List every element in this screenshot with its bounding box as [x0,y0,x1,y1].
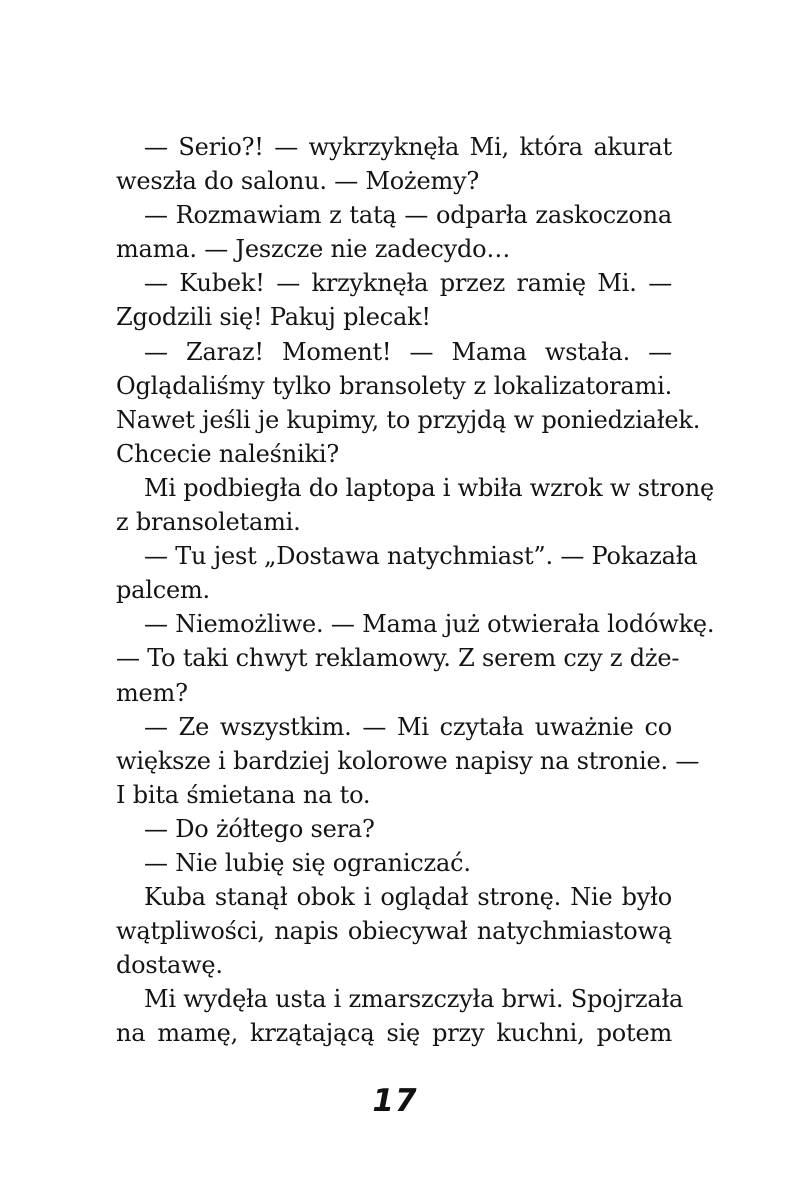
text-line: — Niemożliwe. — Mama już otwierała lodówkę. [144,610,715,639]
text-line: Oglądaliśmy tylko bransolety z lokalizatorami. [116,371,672,400]
text-line: na mamę, krzątającą się przy kuchni, potem [116,1019,672,1048]
book-page-text [116,130,715,1051]
text-line: — Kubek! — krzyknęła przez ramię Mi. — [144,269,672,298]
text-line: I bita śmietana na to. [116,780,371,809]
text-line: — Ze wszystkim. — Mi czytała uważnie co [144,712,672,741]
text-line: — Do żółtego sera? [144,814,375,843]
text-line: Mi podbiegła do laptopa i wbiła wzrok w stronę [144,473,714,502]
text-line: Kuba stanął obok i oglądał stronę. Nie było [144,883,672,912]
text-line: palcem. [116,576,210,605]
text-line: z bransoletami. [116,508,301,537]
text-line: — Rozmawiam z tatą — odparła zaskoczona [144,201,672,230]
text-line: wątpliwości, napis obiecywał natychmiastową [116,917,672,946]
text-line: — To taki chwyt reklamowy. Z serem czy z dże- [116,644,680,673]
text-line: — Nie lubię się ograniczać. [144,848,471,877]
text-line: Nawet jeśli je kupimy, to przyjdą w poniedziałek. [116,405,701,434]
text-line: Chcecie naleśniki? [116,439,339,468]
text-line: Zgodzili się! Pakuj plecak! [116,303,431,332]
page-number: 17 [372,1083,418,1119]
text-line: weszła do salonu. — Możemy? [116,167,480,196]
text-line: mem? [116,678,188,707]
text-line: Mi wydęła usta i zmarszczyła brwi. Spojrzała [144,985,684,1014]
text-line: — Tu jest „Dostawa natychmiast”. — Pokazała [144,542,698,571]
text-line: dostawę. [116,951,223,980]
text-line: — Serio?! — wykrzyknęła Mi, która akurat [144,133,672,161]
text-line: większe i bardziej kolorowe napisy na stronie. — [116,746,700,775]
text-line: — Zaraz! Moment! — Mama wstała. — [144,337,672,366]
text-line: mama. — Jeszcze nie zadecydo… [116,235,511,264]
